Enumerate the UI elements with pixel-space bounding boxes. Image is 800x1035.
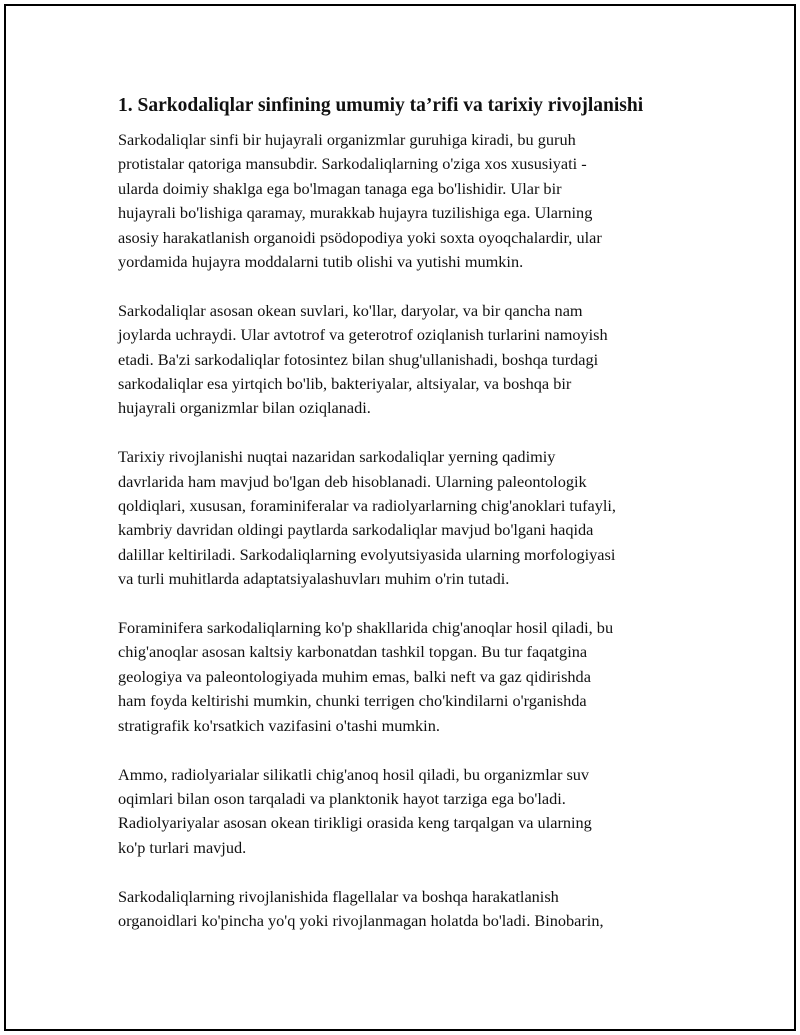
paragraph-line: qoldiqlari, xususan, foraminiferalar va radiolyarlarning chig'anoklari tufayli,: [118, 496, 616, 516]
paragraph-line: davrlarida ham mavjud bo'lgan deb hisoblanadi. Ularning paleontologik: [118, 471, 587, 491]
paragraph-line: etadi. Ba'zi sarkodaliqlar fotosintez bilan shug'ullanishadi, boshqa turdagi: [118, 349, 599, 369]
paragraph-6: [118, 885, 688, 934]
paragraph-line: va turli muhitlarda adaptatsiyalashuvları muhim o'rin tutadi.: [118, 569, 510, 589]
paragraph-line: hujayrali bo'lishiga qaramay, murakkab hujayra tuzilishiga ega. Ularning: [118, 203, 593, 223]
document-body: [118, 93, 688, 958]
paragraph-line: kambriy davridan oldingi paytlarda sarkodaliqlar mavjud bo'lgani haqida: [118, 520, 594, 540]
paragraph-line: Sarkodaliqlarning rivojlanishida flagellalar va boshqa harakatlanish: [118, 886, 559, 906]
paragraph-line: sarkodaliqlar esa yirtqich bo'lib, bakteriyalar, altsiyalar, va boshqa bir: [118, 374, 572, 394]
paragraph-line: dalillar keltiriladi. Sarkodaliqlarning evolyutsiyasida ularning morfologiyasi: [118, 544, 616, 564]
paragraph-line: Ammo, radiolyarialar silikatli chig'anoq hosil qiladi, bu organizmlar suv: [118, 764, 590, 784]
paragraph-3: [118, 445, 688, 591]
paragraph-line: geologiya va paleontologiyada muhim emas, balki neft va gaz qidirishda: [118, 666, 591, 686]
paragraph-line: organoidlari ko'pincha yo'q yoki rivojlanmagan holatda bo'ladi. Binobarin,: [118, 910, 604, 930]
paragraph-line: Radiolyariyalar asosan okean tirikligi orasida keng tarqalgan va ularning: [118, 813, 592, 833]
paragraph-line: hujayrali organizmlar bilan oziqlanadi.: [118, 398, 371, 418]
paragraph-5: [118, 763, 688, 861]
paragraph-line: chig'anoqlar asosan kaltsiy karbonatdan tashkil topgan. Bu tur faqatgina: [118, 642, 588, 662]
paragraph-line: yordamida hujayra moddalarni tutib olishi va yutishi mumkin.: [118, 252, 524, 272]
paragraph-2: [118, 299, 688, 421]
paragraph-line: stratigrafik ko'rsatkich vazifasini o'tashi mumkin.: [118, 715, 440, 735]
paragraph-line: protistalar qatoriga mansubdir. Sarkodaliqlarning o'ziga xos xususiyati -: [118, 154, 587, 174]
paragraph-line: Sarkodaliqlar asosan okean suvlari, ko'llar, daryolar, va bir qancha nam: [118, 300, 583, 320]
paragraph-line: asosiy harakatlanish organoidi psödopodiya yoki soxta oyoqchalardir, ular: [118, 227, 602, 247]
document-title: 1. Sarkodaliqlar sinfining umumiy ta’rifi va tarixiy rivojlanishi: [118, 95, 644, 116]
paragraph-line: ko'p turlari mavjud.: [118, 837, 247, 857]
paragraph-4: [118, 616, 688, 738]
paragraph-line: Foraminifera sarkodaliqlarning ko'p shakllarida chig'anoqlar hosil qiladi, bu: [118, 618, 614, 638]
paragraph-line: joylarda uchraydi. Ular avtotrof va geterotrof oziqlanish turlarini namoyish: [118, 325, 608, 345]
paragraph-1: [118, 128, 688, 274]
paragraph-line: ularda doimiy shaklga ega bo'lmagan tanaga ega bo'lishidir. Ular bir: [118, 178, 562, 198]
paragraph-line: Tarixiy rivojlanishi nuqtai nazaridan sarkodaliqlar yerning qadimiy: [118, 447, 556, 467]
paragraph-line: oqimlari bilan oson tarqaladi va planktonik hayot tarziga ega bo'ladi.: [118, 788, 566, 808]
paragraph-line: ham foyda keltirishi mumkin, chunki terrigen cho'kindilarni o'rganishda: [118, 691, 587, 711]
paragraph-line: Sarkodaliqlar sinfi bir hujayrali organizmlar guruhiga kiradi, bu guruh: [118, 130, 576, 149]
